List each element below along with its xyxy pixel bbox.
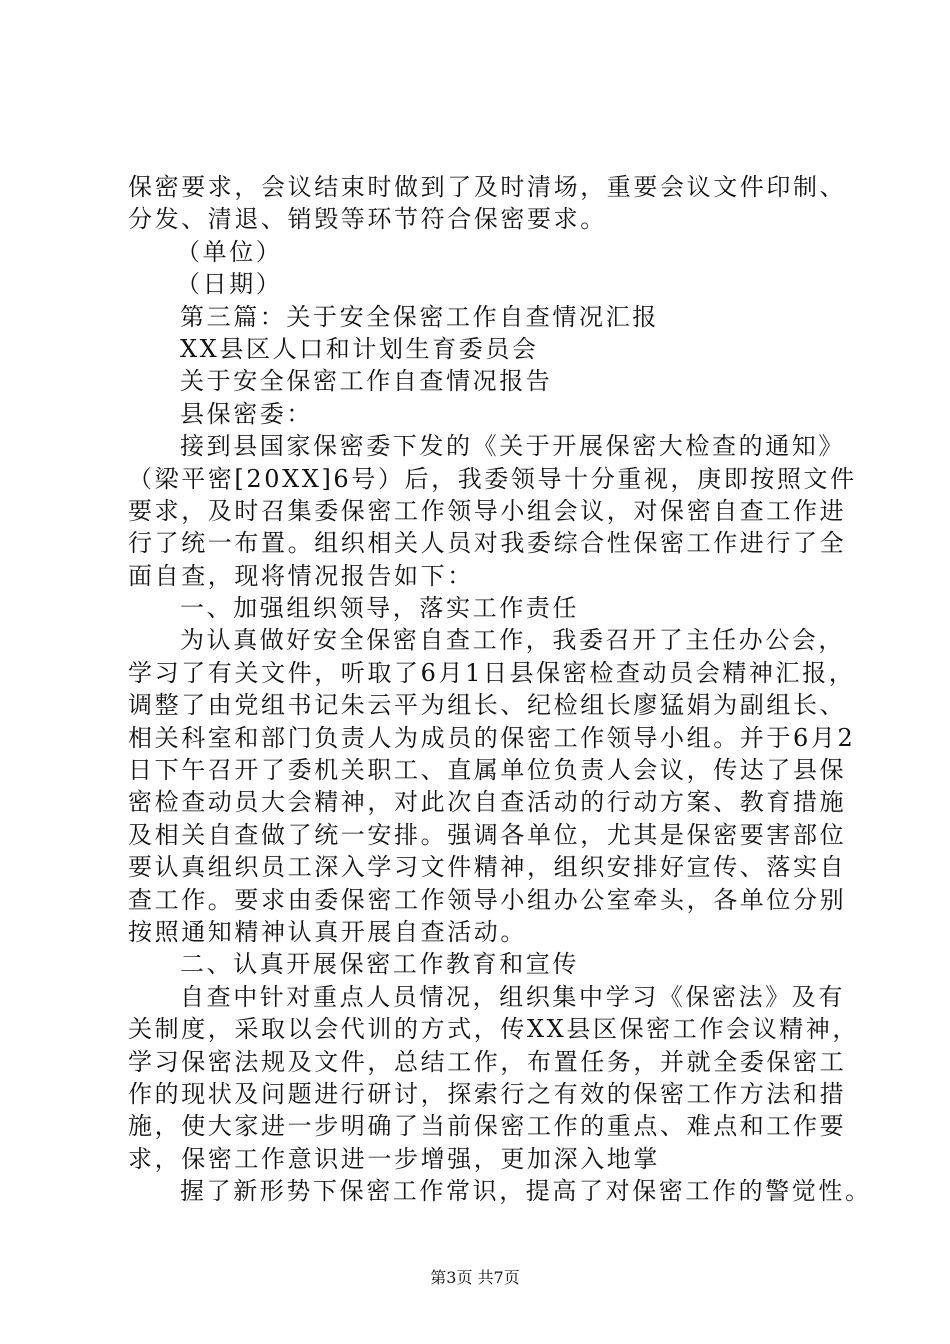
text-line: 调整了由党组书记朱云平为组长、纪检组长廖猛娟为副组长、: [128, 691, 847, 720]
text-line: 自查中针对重点人员情况，组织集中学习《保密法》及有: [180, 982, 845, 1011]
text-line: 学习了有关文件，听取了6月1日县保密检查动员会精神汇报，: [128, 658, 856, 687]
text-line: 要求，及时召集委保密工作领导小组会议，对保密自查工作进: [128, 496, 847, 525]
section-heading: 二、认真开展保密工作教育和宣传: [180, 950, 579, 979]
text-line: 接到县国家保密委下发的《关于开展保密大检查的通知》: [180, 432, 845, 461]
text-line: 相关科室和部门负责人为成员的保密工作领导小组。并于6月2: [128, 723, 856, 752]
signature-unit: （单位）: [176, 237, 283, 266]
text-line: 查工作。要求由委保密工作领导小组办公室牵头，各单位分别: [128, 885, 847, 914]
addressee: 县保密委：: [180, 399, 313, 428]
text-line: 密检查动员大会精神，对此次自查活动的行动方案、教育措施: [128, 788, 847, 817]
text-line: （梁平密[20XX]6号）后，我委领导十分重视，庚即按照文件: [128, 464, 857, 493]
text-line: 施，使大家进一步明确了当前保密工作的重点、难点和工作要: [128, 1112, 847, 1141]
text-line: 保密要求，会议结束时做到了及时清场，重要会议文件印制、: [128, 173, 847, 201]
text-line: 日下午召开了委机关职工、直属单位负责人会议，传达了县保: [128, 756, 847, 785]
section-title: 第三篇：关于安全保密工作自查情况汇报: [180, 302, 659, 331]
section-heading: 一、加强组织领导，落实工作责任: [180, 594, 579, 623]
report-title: 关于安全保密工作自查情况报告: [180, 367, 553, 396]
text-line: 握了新形势下保密工作常识，提高了对保密工作的警觉性。: [180, 1177, 872, 1206]
text-line: 作的现状及问题进行研讨，探索行之有效的保密工作方法和措: [128, 1079, 847, 1108]
text-line: 为认真做好安全保密自查工作，我委召开了主任办公会，: [180, 626, 845, 655]
text-line: 要认真组织员工深入学习文件精神，组织安排好宣传、落实自: [128, 853, 847, 882]
text-line: 面自查，现将情况报告如下：: [128, 561, 474, 590]
text-line: 按照通知精神认真开展自查活动。: [128, 917, 527, 946]
text-line: 关制度，采取以会代训的方式，传XX县区保密工作会议精神，: [128, 1015, 859, 1044]
page-footer: 第3页 共7页: [430, 1268, 520, 1287]
signature-date: （日期）: [176, 270, 283, 299]
text-line: 行了统一布置。组织相关人员对我委综合性保密工作进行了全: [128, 529, 847, 558]
text-line: 学习保密法规及文件，总结工作，布置任务，并就全委保密工: [128, 1047, 847, 1076]
text-line: 及相关自查做了统一安排。强调各单位，尤其是保密要害部位: [128, 820, 847, 849]
document-body: [128, 171, 872, 1208]
text-line: 分发、清退、销毁等环节符合保密要求。: [128, 205, 607, 234]
organization-name: XX县区人口和计划生育委员会: [180, 334, 539, 363]
text-line: 求，保密工作意识进一步增强，更加深入地掌: [128, 1144, 660, 1173]
